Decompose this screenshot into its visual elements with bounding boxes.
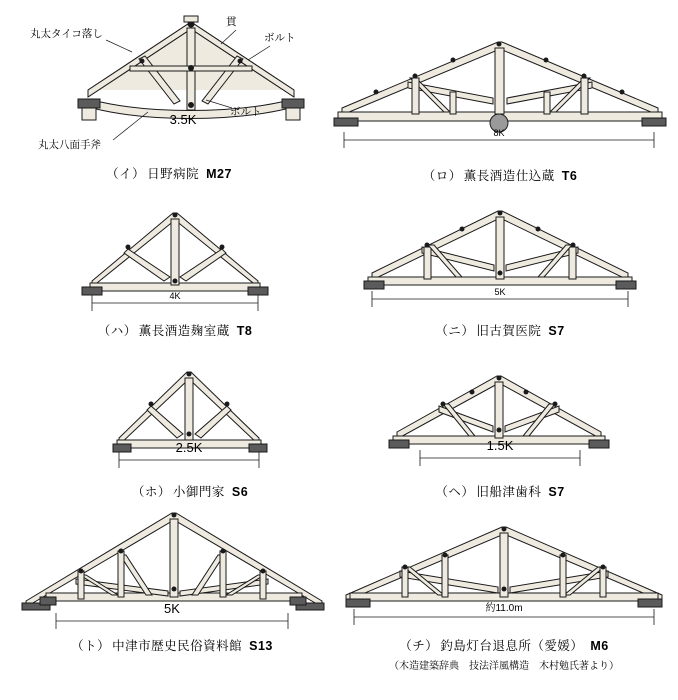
- caption-chi: [338, 636, 670, 654]
- caption-code-ha: T8: [236, 324, 253, 338]
- caption-label-ho: （ホ）: [131, 485, 171, 499]
- annotation-i-3: ボルト: [230, 106, 262, 118]
- caption-name-ho: 小御門家: [172, 485, 225, 499]
- truss-drawing-i: [8, 4, 330, 154]
- caption-label-chi: （チ）: [399, 639, 439, 653]
- caption-ro: [330, 166, 670, 184]
- truss-drawing-ha: [40, 195, 310, 313]
- caption-code-ni: S7: [548, 324, 565, 338]
- figure-ro: [330, 20, 670, 183]
- caption-name-ni: 旧古賀医院: [476, 324, 542, 338]
- caption-name-he: 旧船津歯科: [476, 485, 542, 499]
- dimension-to: 5K: [164, 601, 180, 616]
- annotation-i-4: 丸太八面手斧: [38, 139, 101, 151]
- figure-ha: [40, 195, 310, 338]
- caption-code-chi: M6: [590, 639, 609, 653]
- dimension-ro: 8K: [493, 128, 505, 138]
- dimension-ho: 2.5K: [175, 440, 203, 455]
- caption-label-he: （ヘ）: [435, 485, 475, 499]
- truss-svg-ho: [75, 360, 305, 472]
- caption-ho: [75, 482, 305, 500]
- caption-label-ha: （ハ）: [97, 324, 137, 338]
- truss-svg-he: [375, 360, 625, 472]
- source-note-chi: （木造建築辞典 技法洋風構造 木村勉氏著より）: [389, 661, 619, 672]
- truss-drawing-he: [375, 360, 625, 472]
- caption-name-ro: 薫長酒造仕込蔵: [463, 169, 555, 183]
- caption-code-i: M27: [206, 167, 232, 181]
- caption-code-ho: S6: [231, 485, 249, 499]
- caption-name-chi: 釣島灯台退息所（愛媛）: [440, 639, 584, 653]
- truss-drawing-chi: [338, 505, 670, 630]
- caption-name-i: 日野病院: [147, 167, 200, 181]
- caption-to: [12, 636, 332, 654]
- caption-name-to: 中津市歴史民俗資料館: [112, 639, 243, 653]
- truss-drawing-ho: [75, 360, 305, 472]
- figure-he: [375, 360, 625, 500]
- caption-ha: [40, 321, 310, 339]
- caption-label-to: （ト）: [71, 639, 111, 653]
- dimension-i: 3.5K: [169, 112, 197, 127]
- caption-ni: [350, 321, 650, 339]
- figure-to: [12, 505, 332, 665]
- caption-code-to: S13: [249, 639, 273, 653]
- truss-drawing-ni: [350, 195, 650, 313]
- dimension-chi: 約11.0m: [485, 603, 523, 614]
- truss-drawing-to: [12, 505, 332, 630]
- annotation-i-2: ボルト: [264, 32, 296, 44]
- dimension-ha: 4K: [169, 291, 181, 301]
- caption-code-he: S7: [548, 485, 565, 499]
- caption-label-ni: （ニ）: [435, 324, 475, 338]
- caption-i: [8, 164, 330, 182]
- truss-svg-ro: [330, 20, 670, 160]
- figure-ho: [75, 360, 305, 500]
- caption-he: [375, 482, 625, 500]
- figure-i: [8, 4, 330, 179]
- annotation-i-0: 丸太タイコ落し: [30, 28, 103, 40]
- annotation-i-1: 貫: [226, 16, 237, 28]
- truss-drawing-ro: [330, 20, 670, 160]
- caption-label-ro: （ロ）: [422, 169, 462, 183]
- dimension-he: 1.5K: [486, 438, 514, 453]
- caption-code-ro: T6: [561, 169, 578, 183]
- figure-ni: [350, 195, 650, 338]
- caption-label-i: （イ）: [106, 167, 146, 181]
- dimension-ni: 5K: [494, 287, 506, 297]
- figure-chi: [338, 505, 670, 685]
- caption-name-ha: 薫長酒造麹室蔵: [138, 324, 230, 338]
